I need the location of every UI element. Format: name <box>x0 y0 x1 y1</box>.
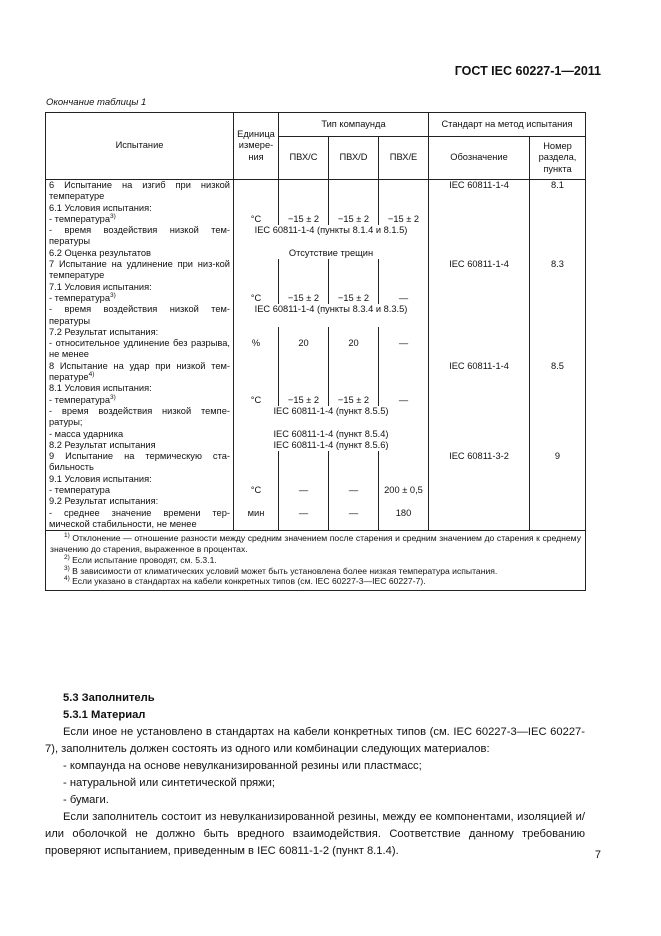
cell-test-text: - время воздействия низкой тем-пературы <box>49 304 230 326</box>
footnote-text: Отклонение — отношение разности между средним значением после старения и средним значением до старения к среднему значению до старения, выраженное в процентах. <box>50 533 581 554</box>
cell-unit: мин <box>234 508 279 531</box>
cell-merged-value: IEC 60811-1-4 (пункт 8.5.6) <box>234 440 429 451</box>
table-row <box>46 361 586 384</box>
cell-compound-3 <box>379 282 429 293</box>
cell-compound-1: −15 ± 2 <box>279 214 329 225</box>
subsection-title: 5.3.1 Материал <box>63 709 146 721</box>
footnote-text: В зависимости от климатических условий может быть установлена более низкая температура испытания. <box>72 565 498 576</box>
table-row <box>46 248 586 259</box>
table-row <box>46 406 586 429</box>
cell-test <box>46 293 234 304</box>
table-row <box>46 327 586 338</box>
cell-designation <box>429 304 530 327</box>
table-row <box>46 203 586 214</box>
cell-section <box>530 293 586 304</box>
cell-unit <box>234 451 279 474</box>
footnote <box>50 566 581 577</box>
cell-section: 9 <box>530 451 586 474</box>
list-item: - компаунда на основе невулканизированной резины или пластмасс; <box>63 760 422 772</box>
cell-unit: °С <box>234 214 279 225</box>
cell-unit: % <box>234 338 279 361</box>
cell-test-text: - температура <box>49 213 110 224</box>
table-row <box>46 383 586 394</box>
cell-section <box>530 383 586 394</box>
cell-compound-3 <box>379 203 429 214</box>
cell-test <box>46 440 234 451</box>
header-compound-type: Тип компаунда <box>279 113 429 137</box>
cell-compound-3: 200 ± 0,5 <box>379 485 429 496</box>
cell-unit <box>234 203 279 214</box>
table-row <box>46 214 586 225</box>
cell-compound-3: — <box>379 395 429 406</box>
cell-compound-3 <box>379 361 429 384</box>
cell-test <box>46 259 234 282</box>
cell-unit <box>234 282 279 293</box>
cell-test-text: - время воздействия низкой темпе-ратуры; <box>49 405 230 428</box>
cell-designation <box>429 282 530 293</box>
cell-compound-3 <box>379 496 429 507</box>
header-standard-method: Стандарт на метод испытания <box>429 113 586 137</box>
cell-compound-1: — <box>279 485 329 496</box>
cell-merged-value: IEC 60811-1-4 (пункт 8.5.5) <box>234 406 429 429</box>
page-number: 7 <box>594 849 601 861</box>
cell-compound-1 <box>279 474 329 485</box>
cell-test <box>46 203 234 214</box>
cell-test <box>46 485 234 496</box>
cell-test <box>46 508 234 531</box>
cell-compound-2 <box>329 180 379 203</box>
cell-compound-2 <box>329 327 379 338</box>
cell-section: 8.3 <box>530 259 586 282</box>
cell-test <box>46 383 234 394</box>
cell-test-text: 8.2 Результат испытания <box>49 439 156 450</box>
cell-compound-2 <box>329 383 379 394</box>
footnote <box>50 555 581 566</box>
cell-designation <box>429 474 530 485</box>
cell-test-text: 7 Испытание на удлинение при низ-кой температуре <box>49 259 230 281</box>
cell-compound-2: 20 <box>329 338 379 361</box>
cell-compound-1 <box>279 327 329 338</box>
footnote-ref: 4) <box>88 370 95 378</box>
cell-test-text: - температура <box>49 485 110 496</box>
cell-compound-1 <box>279 282 329 293</box>
cell-unit <box>234 327 279 338</box>
cell-designation <box>429 440 530 451</box>
cell-test-text: 9 Испытание на термическую ста-бильность <box>49 451 230 473</box>
cell-compound-2: −15 ± 2 <box>329 293 379 304</box>
cell-compound-3: — <box>379 293 429 304</box>
cell-compound-1: — <box>279 508 329 531</box>
cell-section <box>530 304 586 327</box>
cell-compound-2 <box>329 496 379 507</box>
cell-compound-1 <box>279 361 329 384</box>
cell-section: 8.1 <box>530 180 586 203</box>
cell-test <box>46 474 234 485</box>
standard-header: ГОСТ IEC 60227-1—2011 <box>454 64 601 78</box>
cell-test-text: 6.1 Условия испытания: <box>49 202 152 213</box>
footnote-text: Если испытание проводят, см. 5.3.1. <box>72 554 217 565</box>
cell-designation <box>429 327 530 338</box>
header-designation: Обозначение <box>429 137 530 180</box>
cell-compound-1: −15 ± 2 <box>279 293 329 304</box>
paragraph-1: Если иное не установлено в стандартах на кабели конкретных типов (см. IEC 60227-3—IEC 60227-7), заполнитель должен состоять из одного или комбинации следующих материалов: <box>45 726 585 755</box>
paragraph-2: Если заполнитель состоит из невулканизированной резины, между ее компонентами, изоляцией и/или оболочкой не должно быть вредного взаимодействия. Соответствие данному требованию проверяют испытанием, приведенным в IEC 60811-1-2 (пункт 8.1.4). <box>45 811 585 857</box>
table-row <box>46 440 586 451</box>
cell-section: 8.5 <box>530 361 586 384</box>
cell-test <box>46 395 234 406</box>
table-row <box>46 259 586 282</box>
cell-test-text: - температура <box>49 292 110 303</box>
cell-test <box>46 282 234 293</box>
cell-designation <box>429 248 530 259</box>
header-compound-1: ПВХ/С <box>279 137 329 180</box>
footnote-ref: 3) <box>109 393 116 401</box>
cell-compound-2: −15 ± 2 <box>329 214 379 225</box>
cell-unit <box>234 496 279 507</box>
cell-test <box>46 338 234 361</box>
cell-compound-3: −15 ± 2 <box>379 214 429 225</box>
cell-test <box>46 180 234 203</box>
cell-designation <box>429 496 530 507</box>
table-row <box>46 338 586 361</box>
table-row <box>46 293 586 304</box>
cell-test-text: 7.1 Условия испытания: <box>49 281 152 292</box>
cell-compound-3 <box>379 474 429 485</box>
cell-unit <box>234 259 279 282</box>
cell-designation <box>429 485 530 496</box>
cell-test-text: 6.2 Оценка результатов <box>49 247 151 258</box>
cell-test <box>46 214 234 225</box>
footnote-mark: 4) <box>64 575 70 583</box>
footnote-text: Если указано в стандартах на кабели конкретных типов (см. IEC 60227-3—IEC 60227-7). <box>72 576 426 587</box>
cell-compound-1 <box>279 259 329 282</box>
cell-test-text: 9.1 Условия испытания: <box>49 473 152 484</box>
cell-compound-1 <box>279 180 329 203</box>
cell-section <box>530 282 586 293</box>
cell-test <box>46 406 234 429</box>
cell-designation <box>429 214 530 225</box>
table-row <box>46 451 586 474</box>
cell-designation <box>429 383 530 394</box>
cell-compound-3 <box>379 259 429 282</box>
cell-test-text: 8.1 Условия испытания: <box>49 383 152 394</box>
table-row <box>46 485 586 496</box>
cell-section <box>530 395 586 406</box>
cell-merged-value: IEC 60811-1-4 (пункт 8.5.4) <box>234 429 429 440</box>
cell-test <box>46 304 234 327</box>
cell-merged-value: IEC 60811-1-4 (пункты 8.3.4 и 8.3.5) <box>234 304 429 327</box>
table-row <box>46 282 586 293</box>
cell-test <box>46 248 234 259</box>
cell-unit: °С <box>234 485 279 496</box>
cell-test-text: - среднее значение времени тер-мической стабильности, не менее <box>49 507 230 529</box>
cell-section <box>530 214 586 225</box>
cell-section <box>530 440 586 451</box>
cell-section <box>530 429 586 440</box>
footnote-ref: 3) <box>109 212 116 220</box>
cell-section <box>530 327 586 338</box>
cell-test <box>46 361 234 384</box>
cell-section <box>530 203 586 214</box>
table-row <box>46 395 586 406</box>
table-row <box>46 304 586 327</box>
test-table <box>45 112 586 591</box>
cell-test-text: 9.2 Результат испытания: <box>49 496 159 507</box>
table-footnotes <box>46 531 586 591</box>
table-row <box>46 508 586 531</box>
cell-compound-2 <box>329 451 379 474</box>
header-compound-3: ПВХ/Е <box>379 137 429 180</box>
table-row <box>46 180 586 203</box>
cell-unit <box>234 383 279 394</box>
cell-test <box>46 225 234 248</box>
cell-test <box>46 496 234 507</box>
cell-section <box>530 248 586 259</box>
footnote-mark: 2) <box>64 553 70 561</box>
cell-test <box>46 327 234 338</box>
cell-compound-3 <box>379 180 429 203</box>
cell-designation <box>429 338 530 361</box>
cell-compound-1: 20 <box>279 338 329 361</box>
cell-compound-2 <box>329 474 379 485</box>
footnote-mark: 1) <box>64 532 70 540</box>
cell-test-text: - время воздействия низкой тем-пературы <box>49 225 230 247</box>
cell-compound-2: — <box>329 508 379 531</box>
section-title: 5.3 Заполнитель <box>63 692 155 704</box>
cell-compound-3 <box>379 451 429 474</box>
cell-designation <box>429 203 530 214</box>
table-row <box>46 474 586 485</box>
cell-compound-2: — <box>329 485 379 496</box>
footnote-ref: 3) <box>109 291 116 299</box>
cell-compound-1: −15 ± 2 <box>279 395 329 406</box>
body-text <box>45 690 585 860</box>
cell-designation <box>429 508 530 531</box>
cell-compound-3: 180 <box>379 508 429 531</box>
cell-test-text: - температура <box>49 394 110 405</box>
cell-compound-2 <box>329 259 379 282</box>
cell-designation <box>429 429 530 440</box>
cell-unit <box>234 474 279 485</box>
cell-test-text: 7.2 Результат испытания: <box>49 326 159 337</box>
cell-designation: IEC 60811-1-4 <box>429 259 530 282</box>
table-row <box>46 225 586 248</box>
cell-unit <box>234 180 279 203</box>
cell-compound-1 <box>279 496 329 507</box>
table-row <box>46 429 586 440</box>
cell-designation: IEC 60811-1-4 <box>429 180 530 203</box>
cell-designation <box>429 406 530 429</box>
footnote <box>50 533 581 555</box>
footnote-mark: 3) <box>64 564 70 572</box>
cell-unit: °С <box>234 293 279 304</box>
header-section-no: Номер раздела, пункта <box>530 137 586 180</box>
cell-compound-2 <box>329 282 379 293</box>
footnote <box>50 576 581 587</box>
cell-compound-2: −15 ± 2 <box>329 395 379 406</box>
cell-designation: IEC 60811-3-2 <box>429 451 530 474</box>
cell-test <box>46 451 234 474</box>
cell-section <box>530 496 586 507</box>
cell-compound-3 <box>379 327 429 338</box>
header-compound-2: ПВХ/D <box>329 137 379 180</box>
table-body <box>46 180 586 531</box>
cell-test-text: - масса ударника <box>49 428 124 439</box>
header-test: Испытание <box>46 113 234 180</box>
cell-test <box>46 429 234 440</box>
cell-compound-1 <box>279 203 329 214</box>
cell-section <box>530 485 586 496</box>
table-caption: Окончание таблицы 1 <box>46 97 147 108</box>
table-row <box>46 496 586 507</box>
cell-designation <box>429 293 530 304</box>
cell-test-text: - относительное удлинение без разрыва, не менее <box>49 338 230 360</box>
cell-section <box>530 406 586 429</box>
cell-unit: °С <box>234 395 279 406</box>
cell-compound-2 <box>329 361 379 384</box>
cell-merged-value: IEC 60811-1-4 (пункты 8.1.4 и 8.1.5) <box>234 225 429 248</box>
cell-designation <box>429 395 530 406</box>
cell-merged-value: Отсутствие трещин <box>234 248 429 259</box>
cell-compound-1 <box>279 383 329 394</box>
list-item: - бумаги. <box>63 794 109 806</box>
cell-section <box>530 474 586 485</box>
list-item: - натуральной или синтетической пряжи; <box>63 777 275 789</box>
cell-unit <box>234 361 279 384</box>
cell-compound-3 <box>379 383 429 394</box>
cell-compound-1 <box>279 451 329 474</box>
header-unit: Единица измере-ния <box>234 113 279 180</box>
cell-compound-3: — <box>379 338 429 361</box>
cell-section <box>530 508 586 531</box>
cell-designation <box>429 225 530 248</box>
cell-section <box>530 338 586 361</box>
cell-designation: IEC 60811-1-4 <box>429 361 530 384</box>
cell-test-text: 8 Испытание на удар при низкой тем-пературе <box>49 360 230 383</box>
cell-test-text: 6 Испытание на изгиб при низкой температуре <box>49 180 230 202</box>
cell-section <box>530 225 586 248</box>
cell-compound-2 <box>329 203 379 214</box>
